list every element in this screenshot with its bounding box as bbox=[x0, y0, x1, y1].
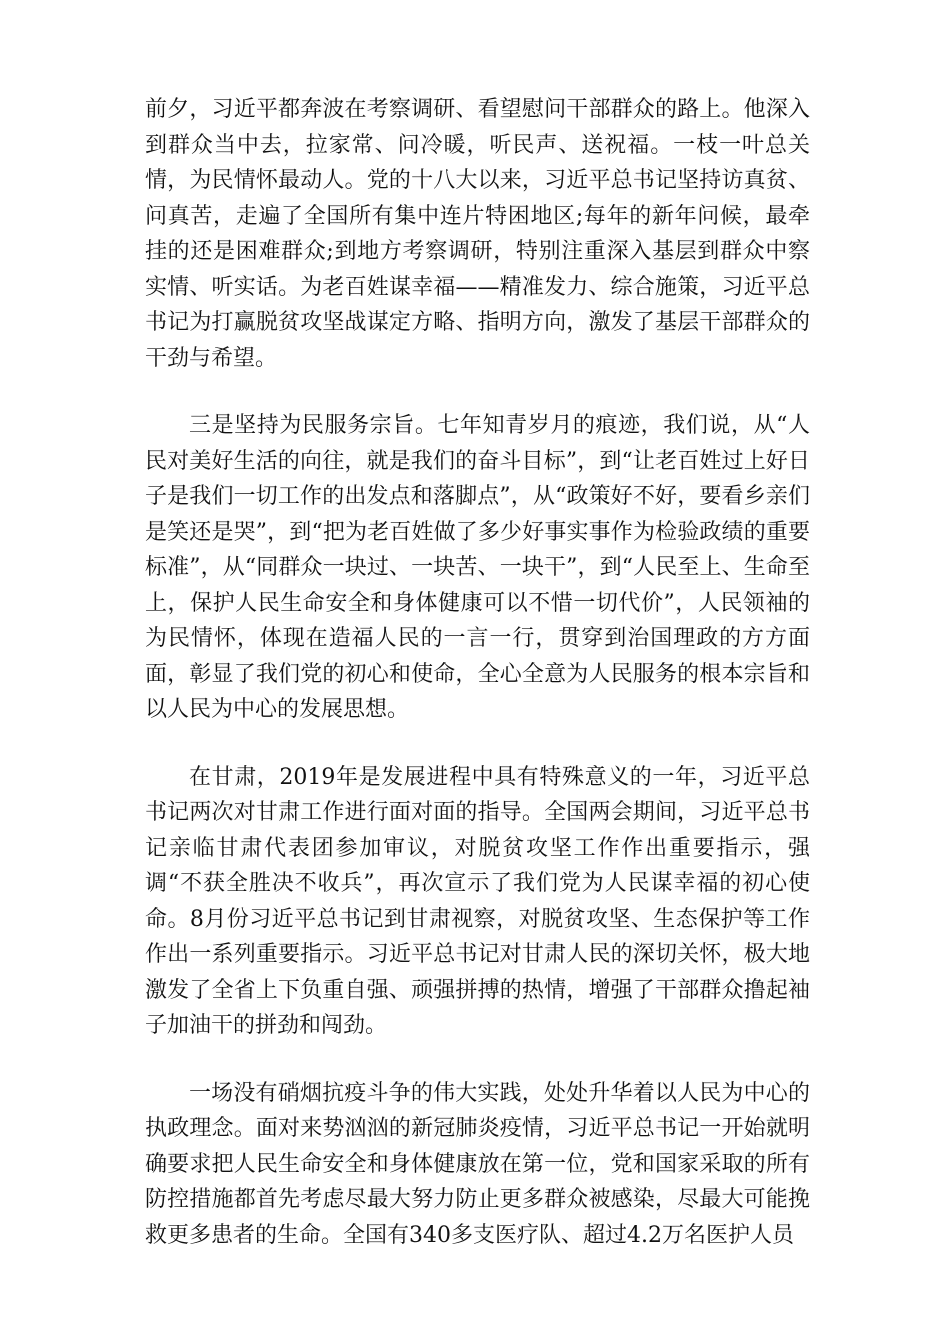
paragraph-2: 三是坚持为民服务宗旨。七年知青岁月的痕迹，我们说，从“人民对美好生活的向往，就是我们的奋斗目标”，到“让老百姓过上好日子是我们一切工作的出发点和落脚点”，从“政策好不好，要看乡亲们是笑还是哭”，到“把为老百姓做了多少好事实事作为检验政绩的重要标准”，从“同群众一块过、一块苦、一块干”，到“人民至上、生命至上，保护人民生命安全和身体健康可以不惜一切代价”，人民领袖的为民情怀，体现在造福人民的一言一行，贯穿到治国理政的方方面面，彰显了我们党的初心和使命，全心全意为人民服务的根本宗旨和以人民为中心的发展思想。 bbox=[145, 413, 810, 722]
paragraph-3: 在甘肃，2019年是发展进程中具有特殊意义的一年，习近平总书记两次对甘肃工作进行面对面的指导。全国两会期间，习近平总书记亲临甘肃代表团参加审议，对脱贫攻坚工作作出重要指示，强调“不获全胜决不收兵”，再次宣示了我们党为人民谋幸福的初心使命。8月份习近平总书记到甘肃视察，对脱贫攻坚、生态保护等工作作出一系列重要指示。习近平总书记对甘肃人民的深切关怀，极大地激发了全省上下负重自强、顽强拼搏的热情，增强了干部群众撸起袖子加油干的拼劲和闯劲。 bbox=[145, 764, 810, 1038]
paragraph-1: 前夕，习近平都奔波在考察调研、看望慰问干部群众的路上。他深入到群众当中去，拉家常、问冷暖，听民声、送祝福。一枝一叶总关情，为民情怀最动人。党的十八大以来，习近平总书记坚持访真贫、问真苦，走遍了全国所有集中连片特困地区;每年的新年问候，最牵挂的还是困难群众;到地方考察调研，特别注重深入基层到群众中察实情、听实话。为老百姓谋幸福——精准发力、综合施策，习近平总书记为打赢脱贫攻坚战谋定方略、指明方向，激发了基层干部群众的干劲与希望。 bbox=[145, 97, 810, 371]
paragraph-4: 一场没有硝烟抗疫斗争的伟大实践，处处升华着以人民为中心的执政理念。面对来势汹汹的新冠肺炎疫情，习近平总书记一开始就明确要求把人民生命安全和身体健康放在第一位，党和国家采取的所有防控措施都首先考虑尽最大努力防止更多群众被感染，尽最大可能挽救更多患者的生命。全国有340多支医疗队、超过4.2万名医护人员 bbox=[145, 1080, 810, 1248]
document-body bbox=[145, 92, 810, 1285]
